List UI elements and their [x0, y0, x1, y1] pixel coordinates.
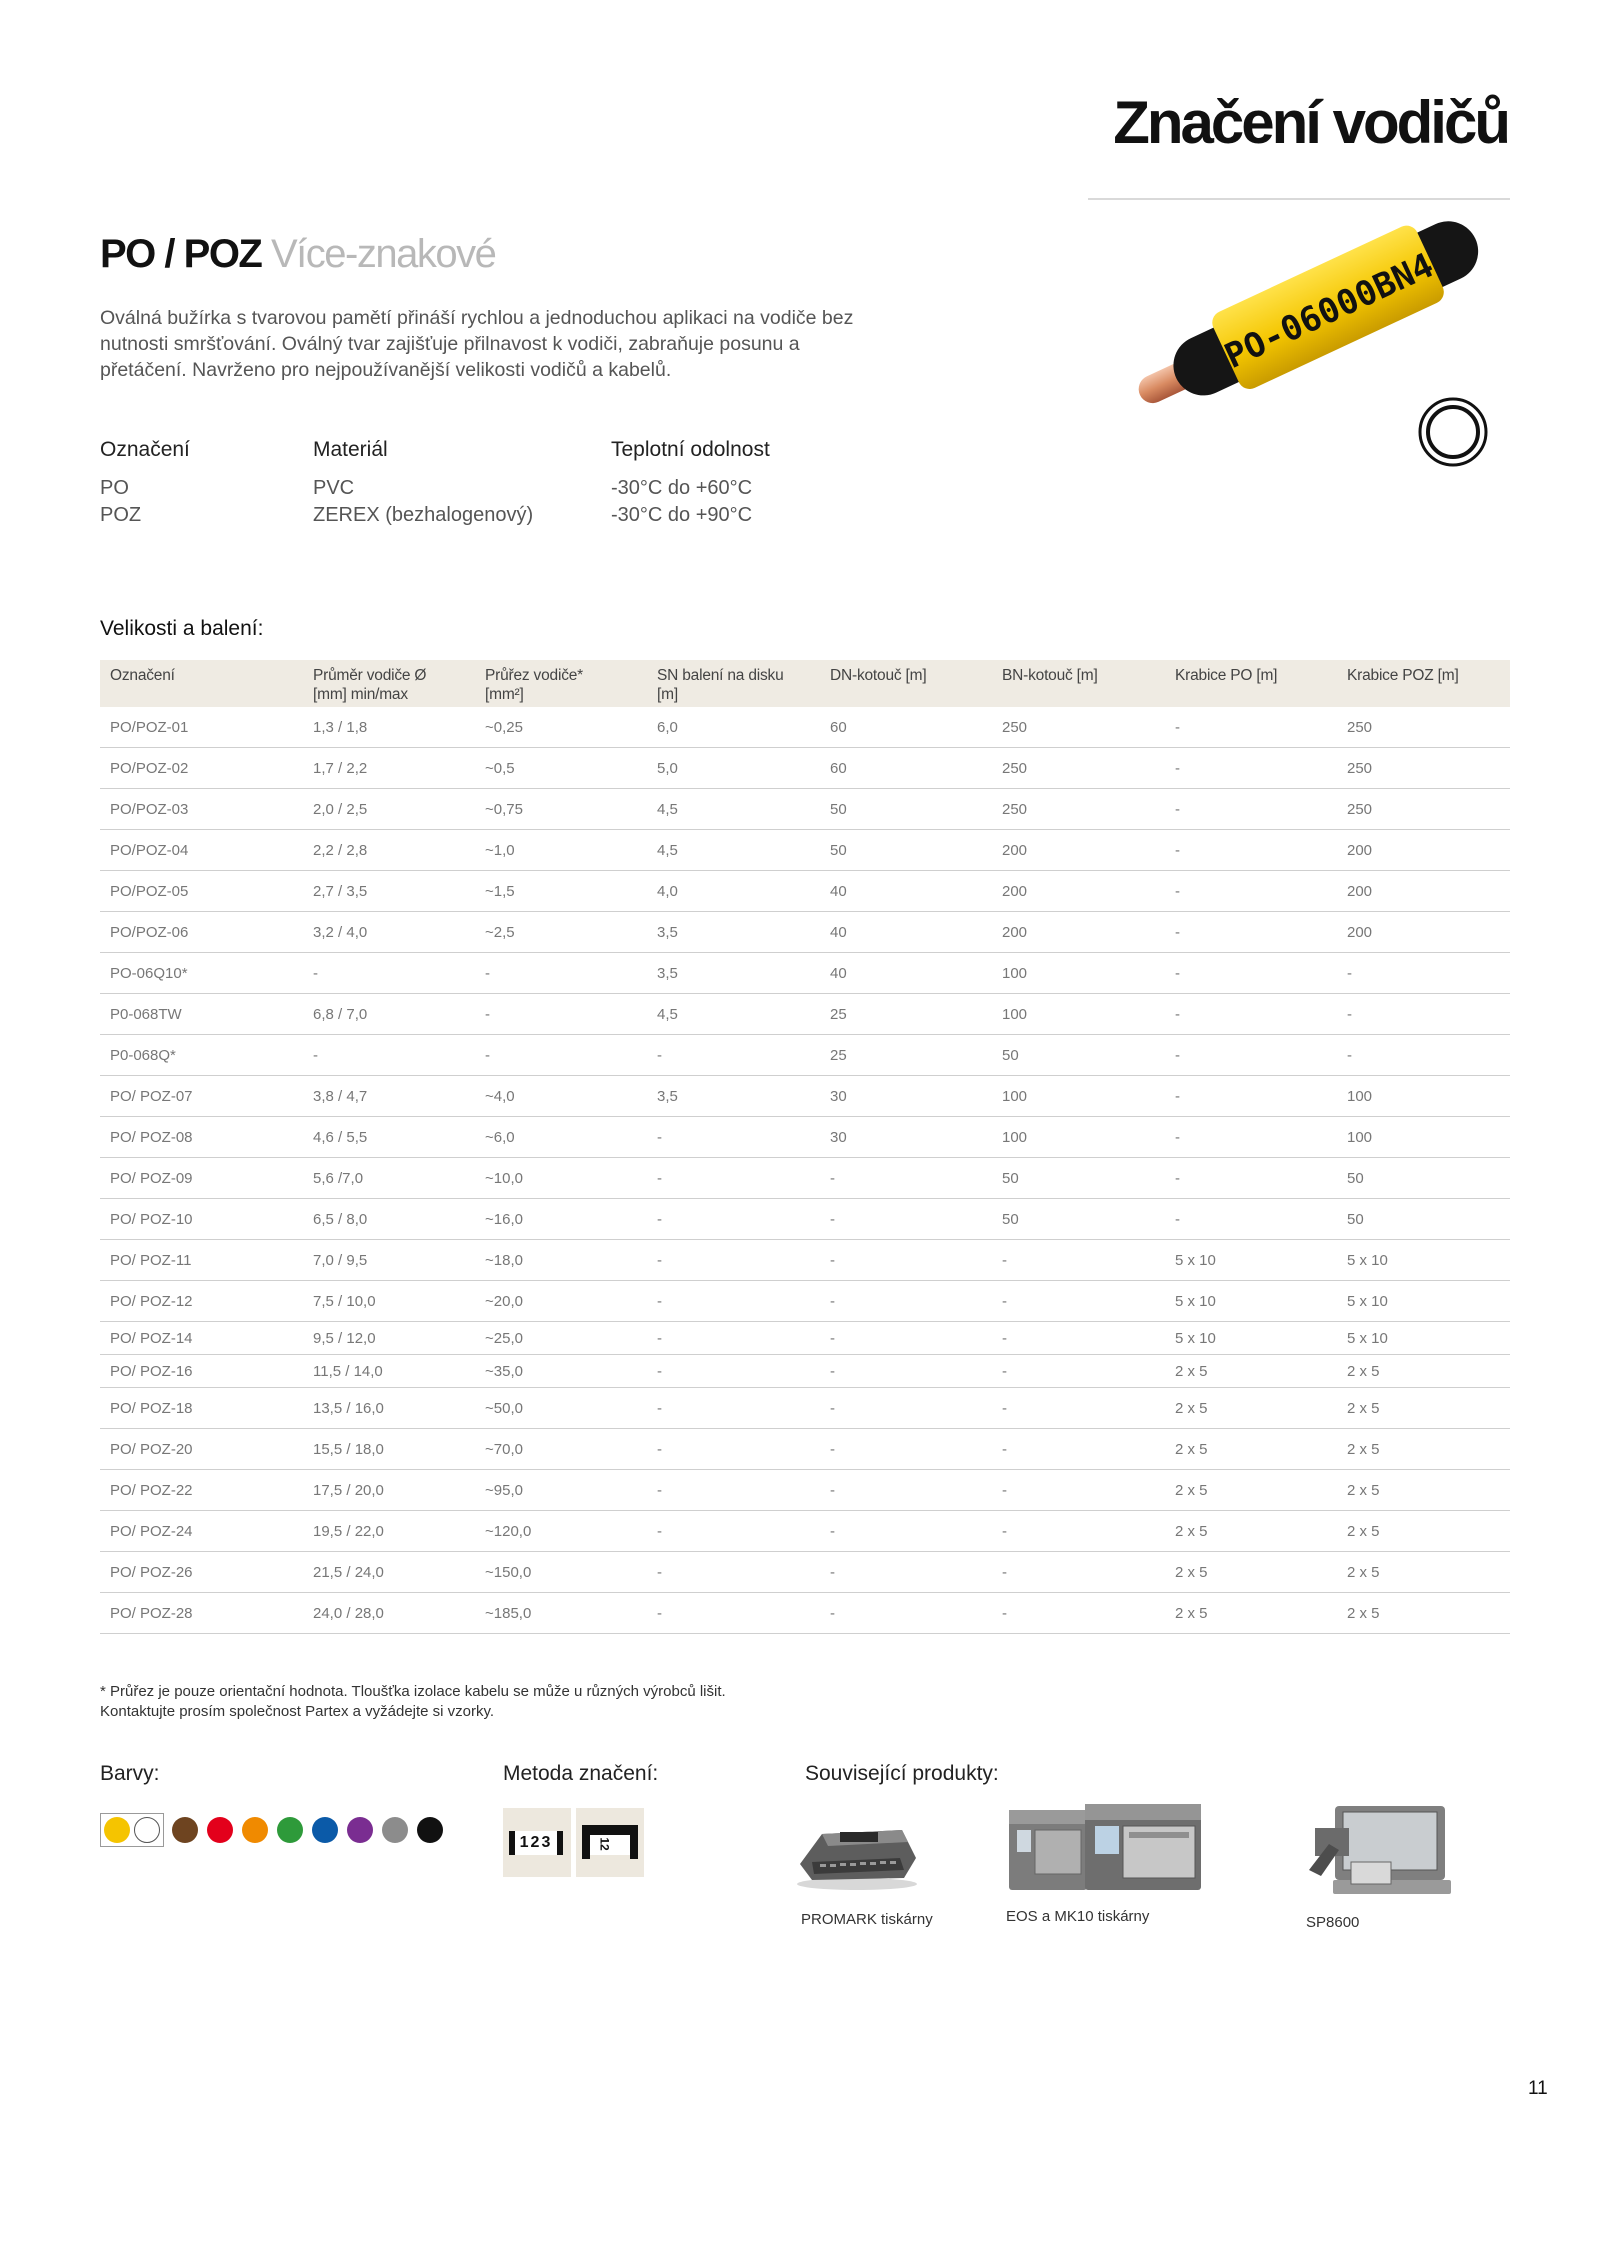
table-cell: ~50,0 — [475, 1388, 647, 1429]
table-cell: PO-06Q10* — [100, 953, 303, 994]
table-cell: - — [475, 953, 647, 994]
table-cell: - — [820, 1388, 992, 1429]
table-cell: - — [820, 1281, 992, 1322]
column-header: SN balení na disku [m] — [647, 660, 820, 707]
table-row — [100, 994, 1510, 1035]
label-text: 123 — [509, 1831, 563, 1855]
table-row — [100, 1117, 1510, 1158]
table-cell: ~1,5 — [475, 871, 647, 912]
sp8600-machine-image — [1305, 1800, 1455, 1905]
table-cell: 40 — [820, 871, 992, 912]
method-heading: Metoda značení: — [503, 1762, 659, 1785]
table-cell: ~6,0 — [475, 1117, 647, 1158]
table-cell: - — [647, 1552, 820, 1593]
table-cell: 2 x 5 — [1165, 1355, 1337, 1388]
color-swatch — [242, 1817, 268, 1843]
table-cell: 5 x 10 — [1337, 1240, 1510, 1281]
table-cell: P0-068Q* — [100, 1035, 303, 1076]
table-cell: 2 x 5 — [1165, 1388, 1337, 1429]
table-cell: 15,5 / 18,0 — [303, 1429, 475, 1470]
table-cell: - — [1165, 789, 1337, 830]
color-swatch — [417, 1817, 443, 1843]
color-swatches — [100, 1813, 443, 1847]
table-cell: 50 — [992, 1199, 1165, 1240]
table-cell: 24,0 / 28,0 — [303, 1593, 475, 1634]
table-cell: 50 — [1337, 1158, 1510, 1199]
table-cell: 17,5 / 20,0 — [303, 1470, 475, 1511]
sleeve-label: PO-06000BN4 — [1218, 245, 1440, 377]
product-description: Oválná bužírka s tvarovou pamětí přináší rychlou a jednoduchou aplikaci na vodiče bez nutnosti smršťování. Oválný tvar zajišťuje přilnavost k vodiči, zabraňuje posunu a přetáčení. Navrženo pro nejpoužívanější velikosti vodičů a kabelů. — [100, 307, 854, 381]
table-cell: - — [992, 1388, 1165, 1429]
table-cell: ~16,0 — [475, 1199, 647, 1240]
table-row — [100, 789, 1510, 830]
table-cell: - — [820, 1199, 992, 1240]
table-cell: - — [647, 1281, 820, 1322]
table-cell: 2,2 / 2,8 — [303, 830, 475, 871]
table-cell: - — [1337, 994, 1510, 1035]
table-cell: 250 — [1337, 748, 1510, 789]
table-cell: 100 — [1337, 1117, 1510, 1158]
table-cell: 5,0 — [647, 748, 820, 789]
table-cell: ~35,0 — [475, 1355, 647, 1388]
color-swatch — [347, 1817, 373, 1843]
table-row — [100, 1199, 1510, 1240]
table-row — [100, 1158, 1510, 1199]
table-cell: PO/ POZ-11 — [100, 1240, 303, 1281]
related-heading: Související produkty: — [805, 1762, 999, 1785]
promark-printer-image — [792, 1812, 922, 1892]
table-cell: 100 — [1337, 1076, 1510, 1117]
table-cell: 50 — [992, 1158, 1165, 1199]
table-cell: PO/POZ-06 — [100, 912, 303, 953]
table-cell: 2,7 / 3,5 — [303, 871, 475, 912]
table-cell: 50 — [820, 830, 992, 871]
table-cell: - — [820, 1511, 992, 1552]
oval-profile-icon — [1420, 399, 1486, 465]
table-cell: ~0,25 — [475, 707, 647, 748]
table-cell: - — [647, 1158, 820, 1199]
table-cell: - — [1165, 1117, 1337, 1158]
other-colors — [172, 1817, 443, 1843]
table-cell: 1,3 / 1,8 — [303, 707, 475, 748]
product-caption: SP8600 — [1306, 1914, 1360, 1931]
table-cell: - — [475, 1035, 647, 1076]
table-cell: - — [992, 1511, 1165, 1552]
table-cell: ~70,0 — [475, 1429, 647, 1470]
column-header: Označení — [100, 660, 303, 707]
table-cell: 200 — [1337, 871, 1510, 912]
standard-colors-frame — [100, 1813, 164, 1847]
table-cell: 25 — [820, 994, 992, 1035]
table-cell: 7,5 / 10,0 — [303, 1281, 475, 1322]
color-swatch — [172, 1817, 198, 1843]
table-cell: 200 — [992, 830, 1165, 871]
table-cell: 40 — [820, 953, 992, 994]
table-cell: 5 x 10 — [1165, 1322, 1337, 1355]
table-row — [100, 871, 1510, 912]
table-row — [100, 1035, 1510, 1076]
color-swatch — [104, 1817, 130, 1843]
spec-header-temperature: Teplotní odolnost — [611, 438, 770, 461]
spec-value: PVC — [313, 477, 355, 499]
table-cell: 30 — [820, 1117, 992, 1158]
table-cell: - — [647, 1388, 820, 1429]
color-swatch — [134, 1817, 160, 1843]
table-cell: - — [647, 1117, 820, 1158]
product-code: PO / POZ — [100, 232, 262, 276]
table-cell: 250 — [992, 789, 1165, 830]
table-cell: PO/ POZ-07 — [100, 1076, 303, 1117]
footnote-line: Kontaktujte prosím společnost Partex a vyžádejte si vzorky. — [100, 1703, 495, 1720]
table-cell: 2 x 5 — [1337, 1593, 1510, 1634]
table-cell: - — [1165, 1076, 1337, 1117]
product-caption: EOS a MK10 tiskárny — [1006, 1908, 1150, 1925]
table-cell: 13,5 / 16,0 — [303, 1388, 475, 1429]
spec-value: POZ — [100, 504, 142, 526]
table-cell: PO/ POZ-20 — [100, 1429, 303, 1470]
table-cell: - — [647, 1322, 820, 1355]
table-cell: 21,5 / 24,0 — [303, 1552, 475, 1593]
table-cell: 200 — [1337, 912, 1510, 953]
table-row — [100, 1470, 1510, 1511]
table-cell: - — [303, 1035, 475, 1076]
table-cell: 2 x 5 — [1165, 1470, 1337, 1511]
table-cell: - — [820, 1158, 992, 1199]
column-header: Průřez vodiče* [mm²] — [475, 660, 647, 707]
table-cell: - — [820, 1322, 992, 1355]
table-cell: - — [1165, 994, 1337, 1035]
table-cell: - — [1165, 871, 1337, 912]
table-row — [100, 1429, 1510, 1470]
method-sleeve-icon — [576, 1808, 644, 1877]
color-swatch — [277, 1817, 303, 1843]
table-cell: - — [647, 1240, 820, 1281]
table-cell: - — [647, 1511, 820, 1552]
column-header: Krabice PO [m] — [1165, 660, 1337, 707]
table-cell: PO/ POZ-26 — [100, 1552, 303, 1593]
table-row — [100, 1281, 1510, 1322]
column-header: Průměr vodiče Ø [mm] min/max — [303, 660, 475, 707]
table-cell: - — [1165, 1035, 1337, 1076]
table-cell: 250 — [1337, 789, 1510, 830]
table-cell: PO/ POZ-09 — [100, 1158, 303, 1199]
page-title: Značení vodičů — [1113, 89, 1508, 156]
table-cell: PO/ POZ-12 — [100, 1281, 303, 1322]
table-cell: ~20,0 — [475, 1281, 647, 1322]
table-cell: 50 — [992, 1035, 1165, 1076]
table-cell: PO/ POZ-24 — [100, 1511, 303, 1552]
color-swatch — [382, 1817, 408, 1843]
table-cell: ~10,0 — [475, 1158, 647, 1199]
product-caption: PROMARK tiskárny — [801, 1911, 933, 1928]
footnote-line: * Průřez je pouze orientační hodnota. Tloušťka izolace kabelu se může u různých výrobců lišit. — [100, 1683, 726, 1700]
column-header: BN-kotouč [m] — [992, 660, 1165, 707]
table-cell: PO/POZ-01 — [100, 707, 303, 748]
table-cell: - — [647, 1470, 820, 1511]
table-cell: PO/ POZ-14 — [100, 1322, 303, 1355]
table-cell: - — [647, 1593, 820, 1634]
table-cell: 200 — [992, 912, 1165, 953]
table-cell: 250 — [992, 707, 1165, 748]
table-cell: PO/ POZ-18 — [100, 1388, 303, 1429]
table-cell: 2 x 5 — [1165, 1593, 1337, 1634]
table-cell: - — [820, 1240, 992, 1281]
table-cell: 5 x 10 — [1165, 1240, 1337, 1281]
table-cell: - — [475, 994, 647, 1035]
spec-value: PO — [100, 477, 129, 499]
table-cell: - — [992, 1322, 1165, 1355]
table-cell: PO/ POZ-22 — [100, 1470, 303, 1511]
table-cell: 7,0 / 9,5 — [303, 1240, 475, 1281]
table-cell: PO/POZ-03 — [100, 789, 303, 830]
table-cell: 3,8 / 4,7 — [303, 1076, 475, 1117]
table-cell: 2,0 / 2,5 — [303, 789, 475, 830]
table-row — [100, 953, 1510, 994]
table-cell: - — [820, 1355, 992, 1388]
table-cell: 2 x 5 — [1337, 1355, 1510, 1388]
table-row — [100, 1076, 1510, 1117]
table-cell: PO/POZ-04 — [100, 830, 303, 871]
table-cell: ~18,0 — [475, 1240, 647, 1281]
colors-heading: Barvy: — [100, 1762, 160, 1785]
table-cell: - — [992, 1240, 1165, 1281]
table-cell: 200 — [1337, 830, 1510, 871]
table-row — [100, 1593, 1510, 1634]
table-cell: 2 x 5 — [1337, 1552, 1510, 1593]
table-cell: - — [1165, 830, 1337, 871]
table-row — [100, 748, 1510, 789]
table-cell: 5,6 /7,0 — [303, 1158, 475, 1199]
table-cell: 100 — [992, 994, 1165, 1035]
table-cell: - — [647, 1035, 820, 1076]
table-cell: 2 x 5 — [1165, 1429, 1337, 1470]
table-row — [100, 707, 1510, 748]
color-swatch — [207, 1817, 233, 1843]
table-cell: 2 x 5 — [1337, 1429, 1510, 1470]
method-label-icon — [503, 1808, 571, 1877]
table-cell: P0-068TW — [100, 994, 303, 1035]
table-cell: 6,5 / 8,0 — [303, 1199, 475, 1240]
table-row — [100, 1240, 1510, 1281]
table-cell: ~150,0 — [475, 1552, 647, 1593]
table-cell: PO/ POZ-16 — [100, 1355, 303, 1388]
table-row — [100, 830, 1510, 871]
table-cell: 2 x 5 — [1337, 1511, 1510, 1552]
table-row — [100, 912, 1510, 953]
table-cell: - — [992, 1429, 1165, 1470]
table-cell: 30 — [820, 1076, 992, 1117]
table-cell: 100 — [992, 1117, 1165, 1158]
table-cell: 100 — [992, 953, 1165, 994]
table-cell: ~4,0 — [475, 1076, 647, 1117]
table-cell: - — [992, 1593, 1165, 1634]
table-cell: 11,5 / 14,0 — [303, 1355, 475, 1388]
table-cell: ~0,5 — [475, 748, 647, 789]
sizes-table — [100, 660, 1510, 1634]
table-cell: - — [820, 1429, 992, 1470]
vertical-text: 12 — [597, 1837, 612, 1851]
table-cell: 50 — [820, 789, 992, 830]
table-cell: PO/ POZ-08 — [100, 1117, 303, 1158]
table-row — [100, 1511, 1510, 1552]
table-cell: - — [992, 1281, 1165, 1322]
table-cell: 2 x 5 — [1337, 1470, 1510, 1511]
table-row — [100, 1355, 1510, 1388]
table-cell: - — [820, 1470, 992, 1511]
spec-header-material: Materiál — [313, 438, 388, 461]
table-cell: 60 — [820, 707, 992, 748]
table-cell: - — [647, 1199, 820, 1240]
table-cell: 25 — [820, 1035, 992, 1076]
table-cell: - — [647, 1355, 820, 1388]
table-cell: 2 x 5 — [1165, 1552, 1337, 1593]
table-cell: ~185,0 — [475, 1593, 647, 1634]
table-cell: - — [1337, 953, 1510, 994]
table-cell: 6,8 / 7,0 — [303, 994, 475, 1035]
table-cell: - — [647, 1429, 820, 1470]
table-cell: - — [820, 1593, 992, 1634]
column-header: Krabice POZ [m] — [1337, 660, 1510, 707]
spec-value: -30°C do +90°C — [611, 504, 753, 526]
table-cell: 1,7 / 2,2 — [303, 748, 475, 789]
table-cell: 40 — [820, 912, 992, 953]
table-cell: ~25,0 — [475, 1322, 647, 1355]
table-cell: 2 x 5 — [1337, 1388, 1510, 1429]
table-cell: 19,5 / 22,0 — [303, 1511, 475, 1552]
table-cell: ~120,0 — [475, 1511, 647, 1552]
table-cell: PO/ POZ-10 — [100, 1199, 303, 1240]
product-title — [100, 232, 495, 277]
table-cell: - — [1165, 912, 1337, 953]
table-cell: PO/ POZ-28 — [100, 1593, 303, 1634]
table-row — [100, 1322, 1510, 1355]
table-cell: 3,2 / 4,0 — [303, 912, 475, 953]
table-cell: 250 — [992, 748, 1165, 789]
table-cell: 5 x 10 — [1337, 1281, 1510, 1322]
table-cell: ~2,5 — [475, 912, 647, 953]
table-cell: ~95,0 — [475, 1470, 647, 1511]
column-header: DN-kotouč [m] — [820, 660, 992, 707]
table-cell: 4,0 — [647, 871, 820, 912]
table-row — [100, 1552, 1510, 1593]
table-cell: 5 x 10 — [1337, 1322, 1510, 1355]
color-swatch — [312, 1817, 338, 1843]
table-cell: PO/POZ-05 — [100, 871, 303, 912]
table-cell: - — [820, 1552, 992, 1593]
table-header-row — [100, 660, 1510, 707]
table-cell: 250 — [1337, 707, 1510, 748]
product-subtitle: Více-znakové — [270, 232, 496, 276]
table-cell: 3,5 — [647, 1076, 820, 1117]
table-cell: - — [1165, 953, 1337, 994]
table-cell: - — [1165, 1158, 1337, 1199]
spec-value: -30°C do +60°C — [611, 477, 753, 499]
table-cell: 4,5 — [647, 789, 820, 830]
table-cell: - — [1165, 707, 1337, 748]
table-cell: ~1,0 — [475, 830, 647, 871]
table-row — [100, 1388, 1510, 1429]
table-cell: - — [303, 953, 475, 994]
table-cell: 3,5 — [647, 953, 820, 994]
footnote — [100, 1682, 726, 1722]
product-image — [1110, 200, 1530, 480]
table-cell: 50 — [1337, 1199, 1510, 1240]
table-cell: - — [992, 1470, 1165, 1511]
table-cell: 200 — [992, 871, 1165, 912]
table-cell: 9,5 / 12,0 — [303, 1322, 475, 1355]
table-cell: - — [992, 1355, 1165, 1388]
table-cell: ~0,75 — [475, 789, 647, 830]
eos-mk10-printers-image — [1005, 1800, 1205, 1895]
spec-header-designation: Označení — [100, 438, 190, 461]
sizes-heading: Velikosti a balení: — [100, 617, 264, 640]
page-number: 11 — [1528, 2078, 1548, 2099]
table-cell: 4,5 — [647, 994, 820, 1035]
table-cell: - — [1165, 748, 1337, 789]
table-cell: - — [1337, 1035, 1510, 1076]
table-cell: - — [992, 1552, 1165, 1593]
table-cell: 6,0 — [647, 707, 820, 748]
spec-value: ZEREX (bezhalogenový) — [313, 504, 534, 526]
table-cell: - — [1165, 1199, 1337, 1240]
table-cell: 60 — [820, 748, 992, 789]
table-cell: 100 — [992, 1076, 1165, 1117]
table-cell: 2 x 5 — [1165, 1511, 1337, 1552]
table-cell: 4,6 / 5,5 — [303, 1117, 475, 1158]
table-cell: 5 x 10 — [1165, 1281, 1337, 1322]
table-cell: PO/POZ-02 — [100, 748, 303, 789]
table-cell: 4,5 — [647, 830, 820, 871]
table-cell: 3,5 — [647, 912, 820, 953]
